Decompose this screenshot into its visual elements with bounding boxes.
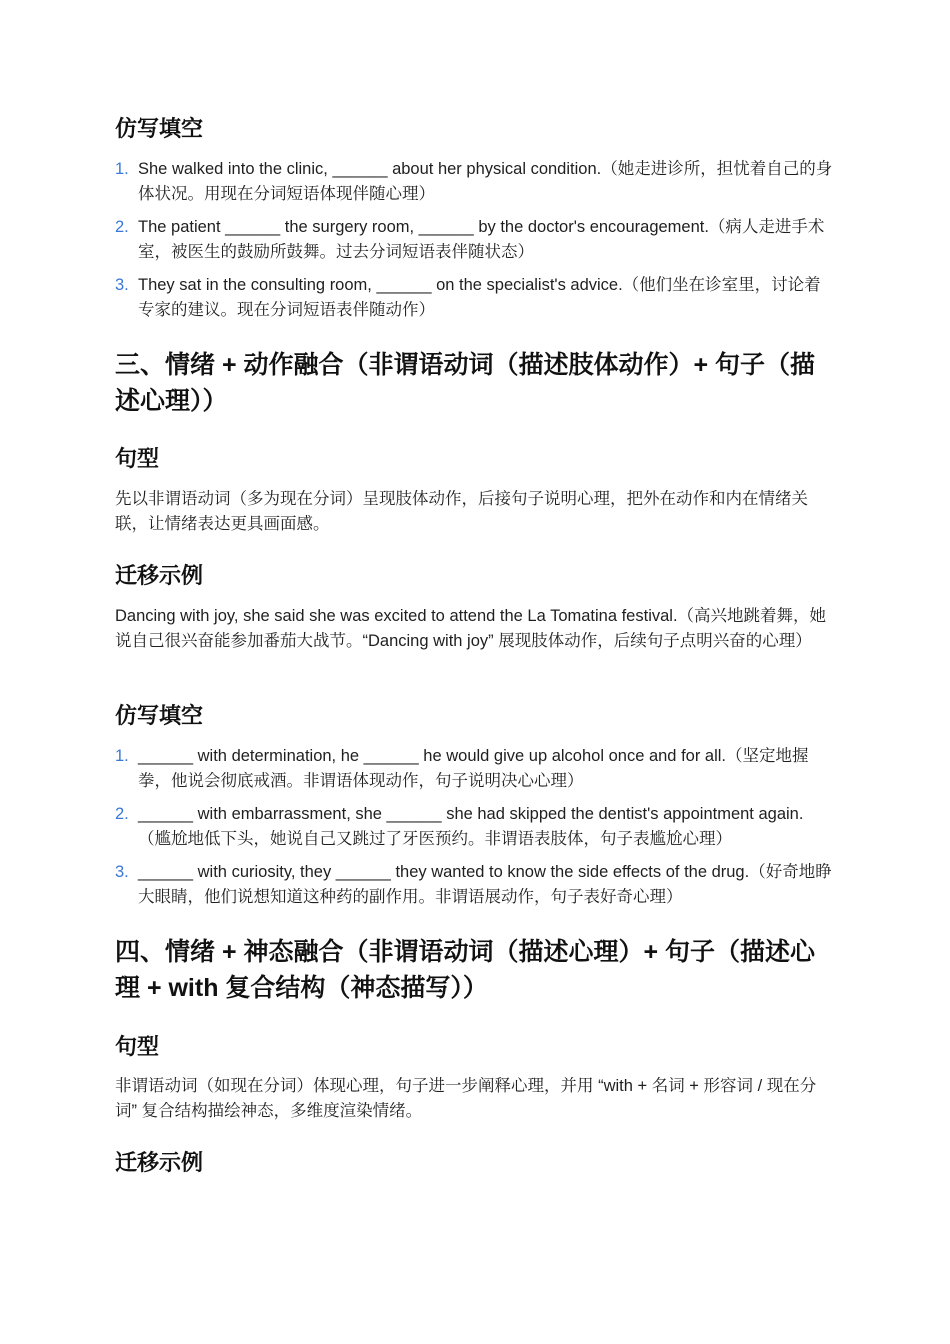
fill-in-list-1 — [115, 157, 835, 331]
fill-in-heading-2: 仿写填空 — [115, 703, 204, 728]
example-heading-3: 迁移示例 — [115, 563, 204, 588]
example-heading-4: 迁移示例 — [115, 1150, 204, 1175]
example-text-3: Dancing with joy, she said she was excited to attend the La Tomatina festival.（高兴地跳着舞，她说自己很兴奋能参加番茄大战节。“Dancing with joy” 展现肢体动作，后续句子点明兴奋的心理） — [115, 607, 827, 650]
fill-in-heading-1: 仿写填空 — [115, 116, 204, 141]
list-item: 3. They sat in the consulting room, ______ on the specialist's advice.（他们坐在诊室里，讨论着专家的建议。现在分词短语表伴随动作） — [115, 276, 821, 319]
fill-in-list-2 — [115, 744, 835, 918]
pattern-text-4: 非谓语动词（如现在分词）体现心理，句子进一步阐释心理，并用 “with + 名词 + 形容词 / 现在分词” 复合结构描绘神态，多维度渲染情绪。 — [115, 1077, 817, 1120]
pattern-text-3: 先以非谓语动词（多为现在分词）呈现肢体动作，后接句子说明心理，把外在动作和内在情绪关联，让情绪表达更具画面感。 — [115, 490, 808, 533]
list-item: 2. The patient ______ the surgery room, ______ by the doctor's encouragement.（病人走进手术室，被医生的鼓励所鼓舞。过去分词短语表伴随状态） — [115, 218, 825, 261]
list-item: 2. ______ with embarrassment, she ______ she had skipped the dentist's appointment again.（尴尬地低下头，她说自己又跳过了牙医预约。非谓语表肢体，句子表尴尬心理） — [115, 805, 804, 848]
pattern-heading-3: 句型 — [115, 446, 160, 471]
list-item: 1. She walked into the clinic, ______ about her physical condition.（她走进诊所，担忧着自己的身体状况。用现在分词短语体现伴随心理） — [115, 160, 833, 203]
list-item: 1. ______ with determination, he ______ he would give up alcohol once and for all.（坚定地握拳，他说会彻底戒酒。非谓语体现动作，句子说明决心心理） — [115, 747, 809, 790]
section-3-title: 三、情绪 + 动作融合（非谓语动词（描述肢体动作）+ 句子（描述心理）） — [115, 351, 816, 415]
section-4-title: 四、情绪 + 神态融合（非谓语动词（描述心理）+ 句子（描述心理 + with 复合结构（神态描写）） — [115, 938, 816, 1002]
pattern-heading-4: 句型 — [115, 1034, 160, 1059]
list-item: 3. ______ with curiosity, they ______ they wanted to know the side effects of the drug.（好奇地睁大眼睛，他们说想知道这种药的副作用。非谓语展动作，句子表好奇心理） — [115, 863, 832, 906]
